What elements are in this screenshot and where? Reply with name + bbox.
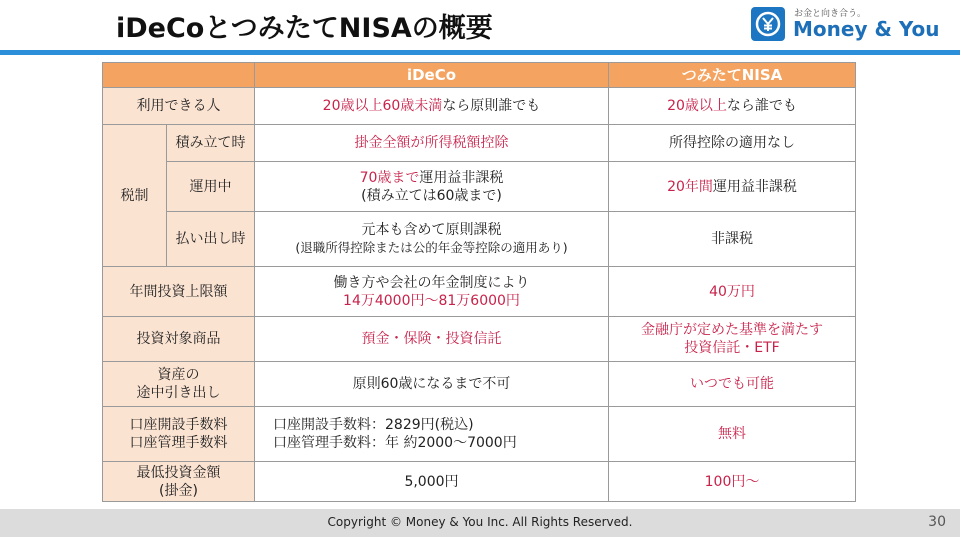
annual-limit-ideco-line2: 14万4000円～81万6000円 (343, 292, 520, 309)
cell-ideco-operation (255, 162, 609, 212)
operation-ideco-note: (積み立ては60歳まで) (361, 187, 502, 204)
eligibility-nisa-text: なら誰でも (726, 98, 797, 114)
row-label-annual-limit: 年間投資上限額 (103, 267, 255, 317)
company-logo (751, 6, 951, 46)
table-header-row (103, 63, 856, 88)
eligibility-nisa-highlight: 20歳以上 (667, 98, 727, 114)
row-label-products: 投資対象商品 (103, 317, 255, 362)
table-row (103, 407, 856, 462)
fees-ideco-line2: 口座管理手数料：年 約2000～7000円 (273, 435, 517, 451)
withdrawal-ideco-line2: (退職所得控除または公的年金等控除の適用あり) (295, 240, 568, 255)
cell-nisa-operation (609, 162, 856, 212)
logo-tagline: お金と向き合う。 (794, 9, 867, 19)
row-label-eligibility: 利用できる人 (103, 88, 255, 125)
cell-ideco-fees (255, 407, 609, 462)
cell-ideco-minimum: 5,000円 (255, 462, 609, 502)
column-header-nisa: つみたてNISA (609, 63, 856, 88)
page-title: iDeCoとつみたてNISAの概要 (116, 13, 493, 44)
fees-label-line2: 口座管理手数料 (129, 435, 228, 451)
row-sublabel-withdrawal: 払い出し時 (167, 212, 255, 267)
cell-nisa-eligibility (609, 88, 856, 125)
fees-ideco-line1: 口座開設手数料：2829円(税込) (273, 417, 474, 433)
row-sublabel-operation: 運用中 (167, 162, 255, 212)
row-label-fees (103, 407, 255, 462)
eligibility-ideco-text: なら原則誰でも (442, 98, 541, 114)
cell-nisa-minimum: 100円～ (609, 462, 856, 502)
table-row (103, 462, 856, 502)
cell-ideco-annual-limit (255, 267, 609, 317)
yen-circle-icon (751, 7, 785, 41)
table-row (103, 212, 856, 267)
cell-ideco-products: 預金・保険・投資信託 (255, 317, 609, 362)
cell-nisa-midway-withdrawal: いつでも可能 (609, 362, 856, 407)
cell-nisa-annual-limit: 40万円 (609, 267, 856, 317)
table-row (103, 88, 856, 125)
cell-nisa-fees: 無料 (609, 407, 856, 462)
operation-nisa-text: 運用益非課税 (712, 178, 797, 195)
eligibility-ideco-highlight: 20歳以上60歳未満 (322, 98, 443, 114)
products-nisa-line2: 投資信託・ETF (684, 340, 780, 356)
table-row (103, 267, 856, 317)
cell-ideco-withdrawal (255, 212, 609, 267)
header-divider (0, 50, 960, 55)
logo-name: Money & You (793, 17, 940, 41)
fees-label-line1: 口座開設手数料 (129, 417, 228, 433)
row-label-midway-withdrawal (103, 362, 255, 407)
withdrawal-ideco-line1: 元本も含めて原則課税 (361, 222, 502, 238)
table-row (103, 125, 856, 162)
comparison-table (102, 62, 856, 502)
header-blank-cell (103, 63, 255, 88)
operation-nisa-highlight: 20年間 (667, 178, 713, 195)
operation-ideco-text: 運用益非課税 (419, 169, 504, 186)
cell-nisa-withdrawal: 非課税 (609, 212, 856, 267)
minimum-label-line1: 最低投資金額 (136, 464, 221, 481)
annual-limit-ideco-line1: 働き方や会社の年金制度により (333, 274, 530, 291)
table-row (103, 317, 856, 362)
cell-nisa-contribution: 所得控除の適用なし (609, 125, 856, 162)
footer-bar (0, 509, 960, 537)
midway-label-line1: 資産の (157, 367, 200, 383)
cell-ideco-contribution: 掛金全額が所得税額控除 (255, 125, 609, 162)
minimum-label-line2: (掛金) (159, 482, 198, 499)
row-label-minimum (103, 462, 255, 502)
operation-ideco-highlight: 70歳まで (359, 169, 420, 186)
column-header-ideco: iDeCo (255, 63, 609, 88)
table-row (103, 162, 856, 212)
row-label-tax: 税制 (103, 125, 167, 267)
copyright-text: Copyright © Money & You Inc. All Rights Reserved. (327, 515, 633, 529)
cell-ideco-midway-withdrawal: 原則60歳になるまで不可 (255, 362, 609, 407)
table-row (103, 362, 856, 407)
page-number: 30 (928, 514, 946, 530)
cell-ideco-eligibility (255, 88, 609, 125)
cell-nisa-products (609, 317, 856, 362)
midway-label-line2: 途中引き出し (136, 385, 221, 401)
products-nisa-line1: 金融庁が定めた基準を満たす (641, 322, 823, 338)
row-sublabel-contribution: 積み立て時 (167, 125, 255, 162)
